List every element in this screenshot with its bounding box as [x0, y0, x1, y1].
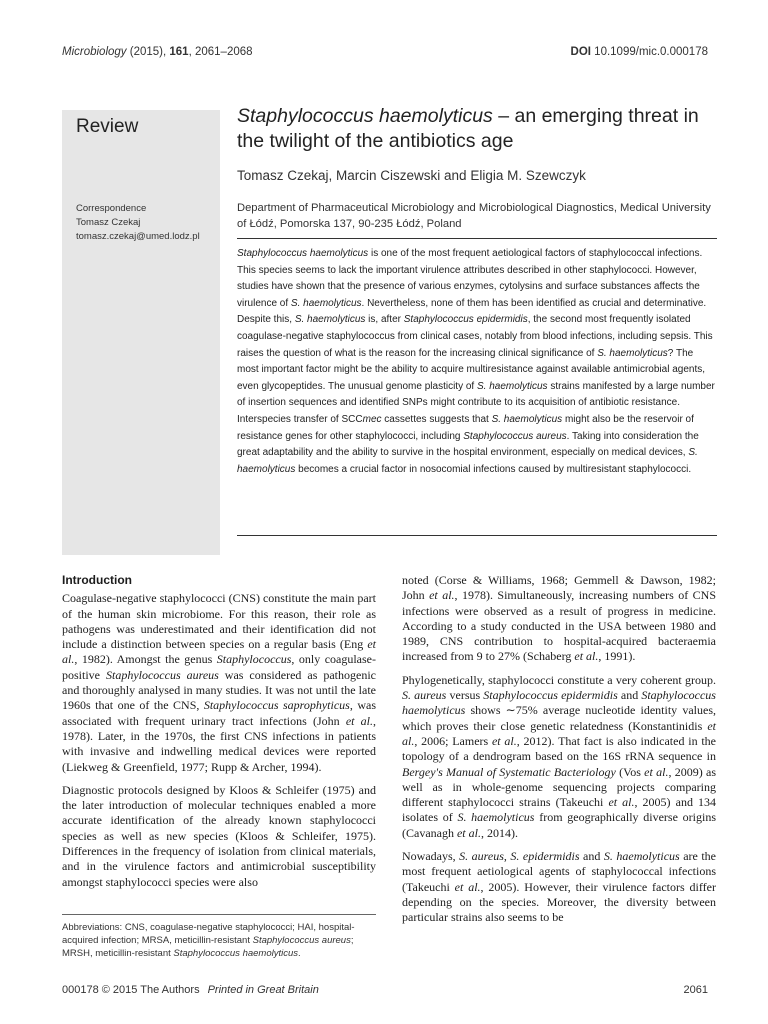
- printed-in: Printed in Great Britain: [207, 984, 319, 996]
- body-paragraph: Nowadays, S. aureus, S. epidermidis and S. haemolyticus are the most frequent aetiological agents of staphylococcal infections (Takeuchi et al., 2005). However, their virulence factors differ depending on the species. Moreover, the diversity between particular strains also seems to be: [402, 849, 717, 925]
- authors: Tomasz Czekaj, Marcin Ciszewski and Eligia M. Szewczyk: [237, 168, 586, 183]
- abbreviations-footnote: Abbreviations: CNS, coagulase-negative staphylococci; HAI, hospital-acquired infection; MRSA, meticillin-resistant Staphylococcus aureus; MRSH, meticillin-resistant Staphylococcus haemolyticus.: [62, 922, 355, 960]
- article-type-label: Review: [76, 116, 139, 137]
- left-paragraphs: [62, 591, 376, 890]
- review-sidebar: [62, 110, 220, 555]
- body-paragraph: Diagnostic protocols designed by Kloos & Schleifer (1975) and the later introduction of molecular techniques enabled a more accurate identification of the already known staphylococci species as well as new species (Kloos & Schleifer, 1975). Differences in the frequency of isolation from clinical materials, and in the virulence factors and antimicrobial susceptibility amongst staphylococci species were also: [62, 782, 376, 889]
- correspondence-block: [76, 202, 200, 244]
- abstract-bottom-rule: [237, 535, 717, 536]
- doi: DOI 10.1099/mic.0.000178: [570, 46, 708, 58]
- page-number: 2061: [683, 984, 708, 996]
- article-title: Staphylococcus haemolyticus – an emerging threat in the twilight of the antibiotics age: [237, 105, 699, 152]
- footer-left: [62, 984, 319, 996]
- body-column-left: [62, 573, 376, 898]
- body-paragraph: noted (Corse & Williams, 1968; Gemmell & Dawson, 1982; John et al., 1978). Simultaneously, increasing numbers of CNS infections were observed as a result of progress in medicine. According to a study conducted in the USA between 1980 and 1989, CNS contribution to hospital-acquired bacteraemia increased from 9 to 27% (Schaberg et al., 1991).: [402, 573, 716, 664]
- correspondence-heading: Correspondence: [76, 203, 147, 214]
- footnote-rule: [62, 914, 376, 915]
- body-column-right: [402, 573, 716, 934]
- correspondence-email: tomasz.czekaj@umed.lodz.pl: [76, 231, 200, 242]
- affiliation: Department of Pharmaceutical Microbiology and Microbiological Diagnostics, Medical University of Łódź, Pomorska 137, 90-235 Łódź, Poland: [237, 202, 711, 230]
- correspondence-name: Tomasz Czekaj: [76, 217, 141, 228]
- body-paragraph: Phylogenetically, staphylococci constitute a very coherent group. S. aureus versus Staphylococcus epidermidis and Staphylococcus haemolyticus shows ∼75% average nucleotide identity values, which proves their close genetic relatedness (Konstantinidis et al., 2006; Lamers et al., 2012). That fact is also indicated in the topology of a dendrogram based on the 16S rRNA sequence in Bergey's Manual of Systematic Bacteriology (Vos et al., 2009) as well as in whole-genome sequencing projects comparing different staphylococci strains (Takeuchi et al., 2005) and 134 isolates of S. haemolyticus from geographically diverse origins (Cavanagh et al., 2014).: [402, 672, 717, 840]
- journal-citation: Microbiology (2015), 161, 2061–2068: [62, 46, 253, 58]
- body-paragraph: Coagulase-negative staphylococci (CNS) constitute the main part of the human skin microbiome. For this reason, their role as pathogens was underestimated and their identification did not include a distinction between species on a regular basis (Eng et al., 1982). Amongst the genus Staphylococcus, only coagulase-positive Staphylococcus aureus was considered as pathogenic and thoroughly analysed in many studies. It was not until the late 1960s that one of the CNS, Staphylococcus saprophyticus, was associated with frequent urinary tract infections (John et al., 1978). Later, in the 1970s, the first CNS infections in patients with invasive and indwelling medical devices were reported (Liekweg & Greenfield, 1977; Rupp & Archer, 1994).: [62, 591, 377, 774]
- abstract: Staphylococcus haemolyticus is one of the most frequent aetiological factors of staphylococcal infections. This species seems to lack the important virulence attributes described in other staphylococci. However, studies have shown that the presence of various enzymes, cytolysins and surface substances affects the virulence of S. haemolyticus. Nevertheless, none of them has been identified as crucial and determinative. Despite this, S. haemolyticus is, after Staphylococcus epidermidis, the second most frequently isolated coagulase-negative staphylococcus from clinical cases, notably from blood infections, including sepsis. This raises the question of what is the reason for the increasing clinical significance of S. haemolyticus? The most important factor might be the ability to acquire multiresistance against available antimicrobial agents, even glycopeptides. The unusual genome plasticity of S. haemolyticus strains manifested by a large number of insertion sequences and identified SNPs might contribute to its acquisition of antibiotic resistance. Interspecies transfer of SCCmec cassettes suggests that S. haemolyticus might also be the reservoir of resistance genes for other staphylococci, including Staphylococcus aureus. Taking into consideration the great adaptability and the ability to survive in the hospital environment, especially on medical devices, S. haemolyticus becomes a crucial factor in nosocomial infections caused by multiresistant staphylococci.: [237, 248, 715, 475]
- right-paragraphs: [402, 573, 716, 926]
- section-heading-introduction: Introduction: [62, 573, 132, 587]
- copyright: 000178 © 2015 The Authors: [62, 984, 200, 996]
- abstract-top-rule: [237, 238, 717, 239]
